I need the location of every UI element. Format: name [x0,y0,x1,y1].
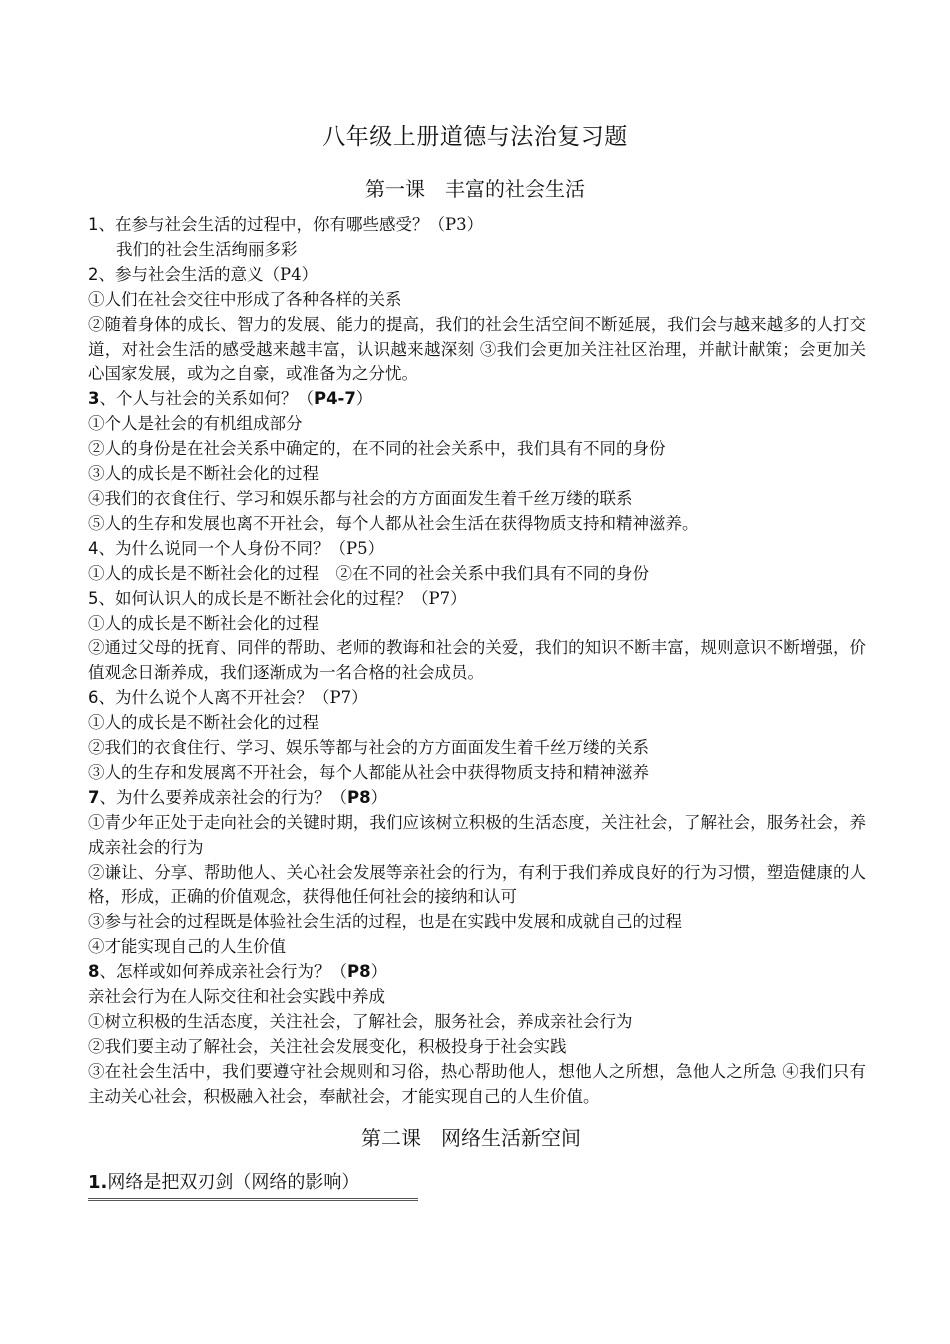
answer-4-1: ①人的成长是不断社会化的过程 ②在不同的社会关系中我们具有不同的身份 [88,563,649,583]
answer-7-1: ①青少年正处于走向社会的关键时期，我们应该树立积极的生活态度，关注社会，了解社会，服务社会，养成亲社会的行为 [88,812,866,857]
answer-8-3: ③在社会生活中，我们要遵守社会规则和习俗，热心帮助他人，想他人之所想，急他人之所急 ④我们只有主动关心社会，积极融入社会，奉献社会，才能实现自己的人生价值。 [88,1061,866,1106]
answer-6-3: ③人的生存和发展离不开社会，每个人都能从社会中获得物质支持和精神滋养 [88,762,649,782]
question-3: 3、个人与社会的关系如何？（P4-7） [88,389,373,409]
answer-5-1: ①人的成长是不断社会化的过程 [88,613,319,633]
answer-7-3: ③参与社会的过程既是体验社会生活的过程，也是在实践中发展和成就自己的过程 [88,912,682,932]
lesson-2-heading: 第二课 网络生活新空间 [361,1126,581,1150]
question-6: 6、为什么说个人离不开社会？（P7） [88,688,368,708]
answer-7-2: ②谦让、分享、帮助他人、关心社会发展等亲社会的行为，有利于我们养成良好的行为习惯，塑造健康的人格，形成，正确的价值观念，获得他任何社会的接纳和认可 [88,862,866,907]
answer-3-2: ②人的身份是在社会关系中确定的，在不同的社会关系中，我们具有不同的身份 [88,439,666,459]
answer-2-1: ①人们在社会交往中形成了各种各样的关系 [88,289,402,309]
answer-5-2: ②通过父母的抚育、同伴的帮助、老师的教诲和社会的关爱，我们的知识不断丰富，规则意识不断增强，价值观念日渐养成，我们逐渐成为一名合格的社会成员。 [88,638,866,683]
answer-8-1: ①树立积极的生活态度，关注社会，了解社会，服务社会，养成亲社会行为 [88,1012,633,1031]
answer-8-0: 亲社会行为在人际交往和社会实践中养成 [88,987,385,1007]
lesson-1-heading: 第一课 丰富的社会生活 [365,177,585,201]
answer-1: 我们的社会生活绚丽多彩 [116,239,298,259]
answer-8-2: ②我们要主动了解社会，关注社会发展变化，积极投身于社会实践 [88,1036,567,1056]
question-4: 4、为什么说同一个人身份不同？（P5） [88,538,385,558]
question-7: 7、为什么要养成亲社会的行为？（P8） [88,787,388,807]
answer-3-5: ⑤人的生存和发展也离不开社会，每个人都从社会生活在获得物质支持和精神滋养。 [88,513,699,533]
document-title: 八年级上册道德与法治复习题 [322,124,628,150]
answer-6-2: ②我们的衣食住行、学习、娱乐等都与社会的方方面面发生着千丝万缕的关系 [88,738,649,758]
question-2: 2、参与社会生活的意义（P4） [88,264,319,284]
question-1: 1、在参与社会生活的过程中，你有哪些感受？（P3） [88,215,484,234]
answer-7-4: ④才能实现自己的人生价值 [88,937,286,957]
question-5: 5、如何认识人的成长是不断社会化的过程？（P7） [88,588,467,608]
lesson-1-content [88,213,866,1110]
answer-6-1: ①人的成长是不断社会化的过程 [88,713,319,733]
section-heading-network: 1.网络是把双刃剑（网络的影响） [88,1168,418,1201]
answer-3-4: ④我们的衣食住行、学习和娱乐都与社会的方方面面发生着千丝万缕的联系 [88,488,633,508]
answer-3-3: ③人的成长是不断社会化的过程 [88,464,319,484]
answer-2-2: ②随着身体的成长、智力的发展、能力的提高，我们的社会生活空间不断延展，我们会与越来越多的人打交道，对社会生活的感受越来越丰富，认识越来越深刻 ③我们会更加关注社区治理，并献计献策；会更加关心国家发展，或为之自豪，或准备为之分忧。 [88,314,866,384]
answer-3-1: ①个人是社会的有机组成部分 [88,414,303,434]
question-8: 8、怎样或如何养成亲社会行为？（P8） [88,962,388,982]
